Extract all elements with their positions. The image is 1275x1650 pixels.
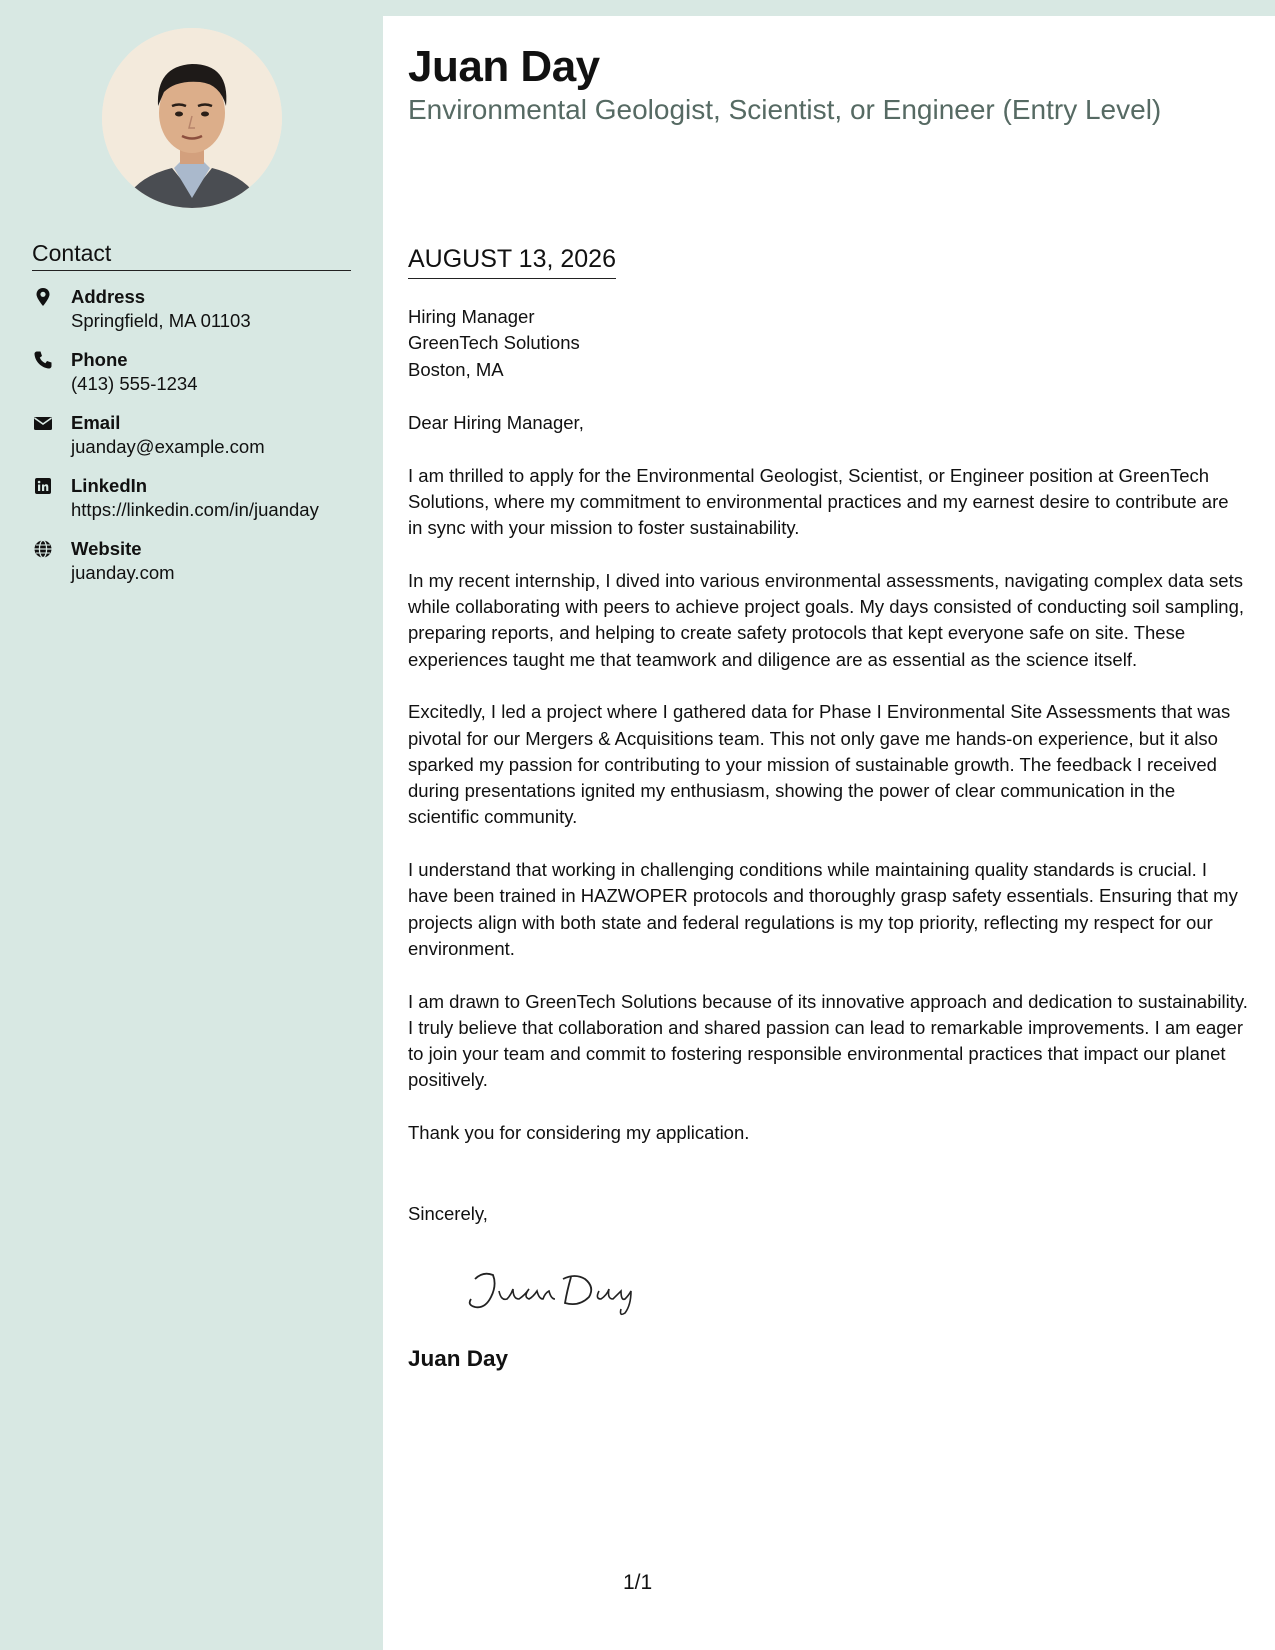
recipient-line: Boston, MA — [408, 358, 504, 380]
recipient-line: Hiring Manager — [408, 306, 535, 327]
body-paragraph: I am thrilled to apply for the Environmental Geologist, Scientist, or Engineer position at GreenTech Solutions, where my commitment to environmental practices and my earnest desire to contribute are in sync with your mission to foster sustainability. — [408, 464, 1229, 539]
sidebar — [0, 0, 383, 1650]
greeting: Dear Hiring Manager, — [408, 412, 584, 433]
body-paragraph: Excitedly, I led a project where I gathered data for Phase I Environmental Site Assessments that was pivotal for our Mergers & Acquisitions team. This not only gave me hands-on experience, but it also sparked my passion for contributing to your mission of sustainable growth. The feedback I received during presentations ignited my enthusiasm, showing the power of clear communication in the scientific community. — [408, 701, 1231, 828]
globe-icon — [33, 539, 53, 559]
contact-label: Email — [71, 412, 121, 433]
contact-value: Springfield, MA 01103 — [71, 310, 251, 331]
body-paragraph: I understand that working in challenging conditions while maintaining quality standards is crucial. I have been trained in HAZWOPER protocols and thoroughly grasp safety essentials. Ensuring that my projects align with both state and federal regulations is my top priority, reflecting my respect for our environment. — [408, 859, 1238, 959]
contact-label: Address — [71, 286, 146, 307]
envelope-icon — [33, 413, 53, 433]
linkedin-icon — [33, 476, 53, 496]
handwritten-signature — [453, 1261, 653, 1321]
contact-item-address — [32, 285, 362, 348]
contact-label: LinkedIn — [71, 475, 148, 496]
contact-item-website — [32, 537, 362, 600]
closing: Sincerely, — [408, 1203, 488, 1224]
applicant-name: Juan Day — [408, 42, 600, 91]
body-paragraph: I am drawn to GreenTech Solutions because of its innovative approach and dedication to sustainability. I truly believe that collaboration and shared passion can lead to remarkable improvements. I am eager to join your team and commit to fostering responsible environmental practices that impact our planet positively. — [408, 990, 1248, 1091]
contact-list — [32, 285, 362, 600]
phone-icon — [33, 350, 53, 370]
letter-body — [408, 410, 1248, 1173]
body-paragraph: Thank you for considering my application. — [408, 1122, 750, 1144]
recipient-line: GreenTech Solutions — [408, 332, 580, 354]
contact-value: (413) 555-1234 — [71, 373, 198, 394]
contact-value: https://linkedin.com/in/juanday — [71, 499, 319, 520]
profile-photo — [102, 28, 282, 208]
letter-date: AUGUST 13, 2026 — [408, 245, 616, 279]
contact-item-phone — [32, 348, 362, 411]
contact-value: juanday.com — [71, 562, 175, 583]
recipient-block — [408, 304, 580, 383]
signer-name: Juan Day — [408, 1346, 509, 1371]
letter-page — [383, 16, 1275, 1650]
contact-label: Website — [71, 538, 142, 559]
page-number: 1/1 — [623, 1571, 653, 1594]
applicant-title: Environmental Geologist, Scientist, or Engineer (Entry Level) — [408, 94, 1162, 125]
contact-item-email — [32, 411, 362, 474]
body-paragraph: In my recent internship, I dived into various environmental assessments, navigating complex data sets while collaborating with peers to achieve project goals. My days consisted of conducting soil sampling, preparing reports, and helping to create safety protocols that kept everyone safe on site. These experiences taught me that teamwork and diligence are as essential as the science itself. — [408, 569, 1245, 670]
contact-heading: Contact — [32, 240, 351, 271]
contact-label: Phone — [71, 349, 128, 370]
map-pin-icon — [33, 287, 53, 307]
contact-item-linkedin — [32, 474, 362, 537]
contact-value: juanday@example.com — [71, 436, 265, 457]
